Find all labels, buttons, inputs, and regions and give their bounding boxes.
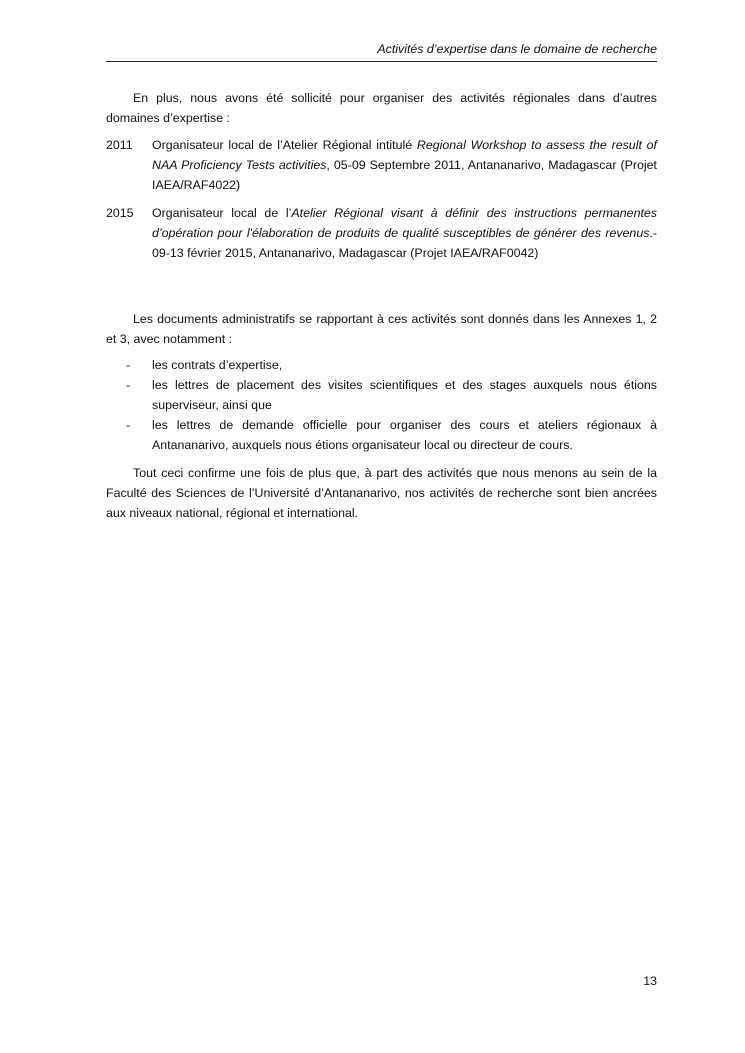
header-rule: [106, 61, 657, 62]
entry-workshop-title: Regional Workshop to assess the result of NAA Proficiency Tests activities: [152, 138, 657, 172]
list-item-text: les lettres de placement des visites scientifiques et des stages auxquels nous étions superviseur, ainsi que: [152, 378, 657, 412]
page-number: 13: [643, 974, 657, 988]
list-item: [106, 375, 657, 415]
dash-bullet: -: [126, 378, 131, 392]
activity-entry-2015: [106, 203, 657, 263]
activity-entry-2011: [106, 135, 657, 195]
entry-text-after: , 05-09 Septembre 2011, Antananarivo, Madagascar (Projet IAEA/RAF4022): [152, 158, 657, 192]
dash-bullet: -: [126, 418, 131, 432]
entry-workshop-title: Atelier Régional visant à définir des instructions permanentes d’opération pour l'élaboration de produits de qualité susceptibles de générer des revenus: [152, 206, 657, 240]
running-header: Activités d’expertise dans le domaine de recherche: [377, 42, 657, 56]
list-item: [106, 355, 657, 375]
entry-description: [152, 135, 657, 195]
list-item: [106, 415, 657, 455]
intro-paragraph: En plus, nous avons été sollicité pour organiser des activités régionales dans d’autres domaines d’expertise :: [106, 91, 657, 125]
entry-year: 2015: [106, 206, 134, 220]
paragraph-spacer: [106, 271, 657, 309]
entry-description: [152, 203, 657, 263]
entry-text-after: .- 09-13 février 2015, Antananarivo, Madagascar (Projet IAEA/RAF0042): [152, 226, 657, 260]
entry-text-before: Organisateur local de l’: [152, 206, 292, 220]
list-item-text: les lettres de demande officielle pour organiser des cours et ateliers régionaux à Antananarivo, auxquels nous étions organisateur local ou directeur de cours.: [152, 418, 657, 452]
list-item-text: les contrats d’expertise,: [152, 358, 283, 372]
documents-list: [106, 355, 657, 455]
document-body: [106, 88, 657, 523]
entry-text-before: Organisateur local de l’Atelier Régional intitulé: [152, 138, 417, 152]
entry-year: 2011: [106, 138, 133, 152]
dash-bullet: -: [126, 358, 131, 372]
conclusion-paragraph: Tout ceci confirme une fois de plus que, à part des activités que nous menons au sein de la Faculté des Sciences de l’Université d’Antananarivo, nos activités de recherche sont bien ancrées aux niveaux national, régional et international.: [106, 466, 657, 520]
documents-intro-paragraph: Les documents administratifs se rapportant à ces activités sont donnés dans les Annexes 1, 2 et 3, avec notamment :: [106, 312, 657, 346]
